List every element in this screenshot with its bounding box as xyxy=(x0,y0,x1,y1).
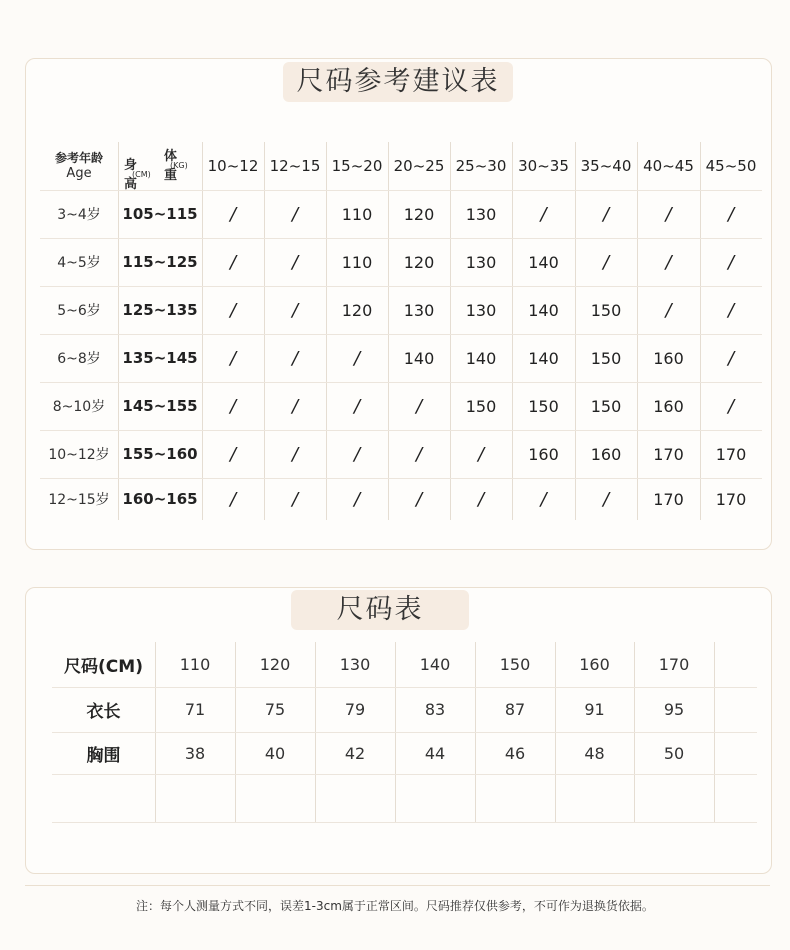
size-cell: 130 xyxy=(465,252,497,272)
size-cell: / xyxy=(727,251,735,273)
height-cell: 145~155 xyxy=(122,397,198,415)
size-cell: 150 xyxy=(590,300,622,320)
weight-header: 体重 xyxy=(164,149,178,183)
size-cell: 110 xyxy=(341,204,373,224)
row-divider xyxy=(52,822,757,823)
size-cell: / xyxy=(727,299,735,321)
size-cell: / xyxy=(602,203,610,225)
size-cell: / xyxy=(477,488,485,510)
size-value-cell: 160 xyxy=(579,655,610,674)
size-cell: / xyxy=(291,395,299,417)
size-value-cell: 91 xyxy=(584,700,605,719)
size-cell: / xyxy=(291,443,299,465)
size-cell: 160 xyxy=(528,444,559,464)
size-cell: / xyxy=(229,347,237,369)
size-value-cell: 50 xyxy=(663,743,685,763)
size-cell: 160 xyxy=(653,348,684,368)
height-unit: (CM) xyxy=(132,170,151,179)
size-cell: / xyxy=(727,203,735,225)
size-cell: / xyxy=(415,443,423,465)
size-chart-title: 尺码表 xyxy=(291,590,469,630)
size-value-cell: 170 xyxy=(658,655,690,674)
size-cell: 110 xyxy=(341,252,373,272)
size-cell: 150 xyxy=(590,396,622,416)
size-value-cell: 79 xyxy=(344,700,366,719)
size-cell: / xyxy=(727,395,735,417)
size-cell: 170 xyxy=(715,489,747,509)
size-cell: / xyxy=(540,488,547,510)
size-value-cell: 110 xyxy=(179,655,211,674)
height-cell: 135~145 xyxy=(122,349,198,367)
age-cell: 10~12岁 xyxy=(48,447,110,463)
size-value-cell: 150 xyxy=(499,655,531,674)
age-header xyxy=(40,142,118,190)
size-chart-table xyxy=(52,642,757,822)
age-cell: 6~8岁 xyxy=(57,351,101,367)
size-cell: 150 xyxy=(590,348,622,368)
size-value-cell: 48 xyxy=(584,743,605,763)
height-cell: 115~125 xyxy=(122,253,198,271)
weight-range-header: 15~20 xyxy=(331,157,383,175)
size-value-cell: 75 xyxy=(264,700,286,719)
size-cell: 170 xyxy=(653,444,684,464)
weight-range-header: 35~40 xyxy=(580,157,632,175)
size-cell: 130 xyxy=(403,300,435,320)
height-cell: 160~165 xyxy=(122,490,198,508)
weight-range-header: 12~15 xyxy=(269,157,321,175)
size-cell: 140 xyxy=(465,348,497,368)
size-cell: / xyxy=(602,488,610,510)
size-cell: 140 xyxy=(528,300,559,320)
disclaimer-note: 注：每个人测量方式不同，误差1-3cm属于正常区间。尺码推荐仅供参考，不可作为退换货依据。 xyxy=(136,899,654,913)
size-cell: 120 xyxy=(341,300,373,320)
size-value-cell: 87 xyxy=(504,700,526,719)
size-cell: / xyxy=(727,347,735,369)
size-cell: 170 xyxy=(715,444,747,464)
size-row-label: 衣长 xyxy=(86,702,121,722)
recommendation-table xyxy=(40,142,762,520)
size-cell: / xyxy=(353,443,361,465)
size-cell: 130 xyxy=(465,204,497,224)
age-header-en: Age xyxy=(66,166,92,181)
size-cell: / xyxy=(229,395,237,417)
size-cell: / xyxy=(353,488,361,510)
weight-range-header: 45~50 xyxy=(705,157,757,175)
weight-range-header: 40~45 xyxy=(643,157,694,175)
size-value-cell: 44 xyxy=(424,743,446,763)
size-cell: / xyxy=(477,443,485,465)
height-header: 身高 xyxy=(124,158,138,192)
size-cell: 170 xyxy=(653,489,684,509)
size-cell: / xyxy=(229,488,237,510)
age-cell: 4~5岁 xyxy=(57,255,101,271)
size-cell: / xyxy=(353,395,361,417)
size-cell: / xyxy=(291,347,299,369)
size-value-cell: 95 xyxy=(663,700,685,719)
size-cell: / xyxy=(229,251,237,273)
size-cell: 140 xyxy=(528,252,559,272)
size-cell: 130 xyxy=(465,300,497,320)
size-value-cell: 38 xyxy=(184,743,206,763)
size-cell: / xyxy=(415,395,423,417)
size-cell: 140 xyxy=(528,348,559,368)
height-cell: 125~135 xyxy=(122,301,198,319)
height-cell: 105~115 xyxy=(122,205,198,223)
size-cell: 160 xyxy=(653,396,684,416)
size-value-cell: 46 xyxy=(504,743,526,763)
age-cell: 12~15岁 xyxy=(48,492,110,508)
size-cell: / xyxy=(602,251,610,273)
row-divider xyxy=(52,774,757,775)
size-cell: / xyxy=(291,299,299,321)
size-cell: / xyxy=(665,203,672,225)
size-cell: / xyxy=(540,203,547,225)
size-cell: / xyxy=(229,299,237,321)
age-header-zh: 参考年龄 xyxy=(54,151,103,165)
weight-range-header: 25~30 xyxy=(455,157,507,175)
height-cell: 155~160 xyxy=(122,445,198,463)
size-cell: / xyxy=(665,251,672,273)
size-cell: 160 xyxy=(590,444,622,464)
size-value-cell: 130 xyxy=(339,655,371,674)
size-value-cell: 71 xyxy=(184,700,206,719)
size-cell: / xyxy=(353,347,361,369)
size-value-cell: 42 xyxy=(344,743,366,763)
age-cell: 3~4岁 xyxy=(57,207,101,223)
size-row-label: 尺码(CM) xyxy=(64,657,143,677)
size-cell: / xyxy=(291,251,299,273)
size-cell: / xyxy=(415,488,423,510)
weight-range-header: 30~35 xyxy=(518,157,569,175)
size-value-cell: 40 xyxy=(264,743,286,763)
size-cell: / xyxy=(291,488,299,510)
size-cell: 150 xyxy=(465,396,497,416)
size-cell: 120 xyxy=(403,252,435,272)
size-value-cell: 120 xyxy=(259,655,291,674)
weight-unit: (KG) xyxy=(170,161,188,170)
divider xyxy=(25,885,770,886)
size-cell: 120 xyxy=(403,204,435,224)
size-cell: 150 xyxy=(528,396,559,416)
age-cell: 8~10岁 xyxy=(52,399,106,415)
age-cell: 5~6岁 xyxy=(57,303,101,319)
size-cell: 140 xyxy=(403,348,435,368)
size-cell: / xyxy=(291,203,299,225)
size-row-label: 胸围 xyxy=(86,745,121,766)
weight-range-header: 20~25 xyxy=(393,157,445,175)
weight-range-header: 10~12 xyxy=(207,157,259,175)
size-cell: / xyxy=(229,203,237,225)
size-cell: / xyxy=(229,443,237,465)
size-value-cell: 140 xyxy=(419,655,451,674)
size-cell: / xyxy=(665,299,672,321)
recommendation-title: 尺码参考建议表 xyxy=(283,62,513,102)
size-value-cell: 83 xyxy=(424,700,446,719)
